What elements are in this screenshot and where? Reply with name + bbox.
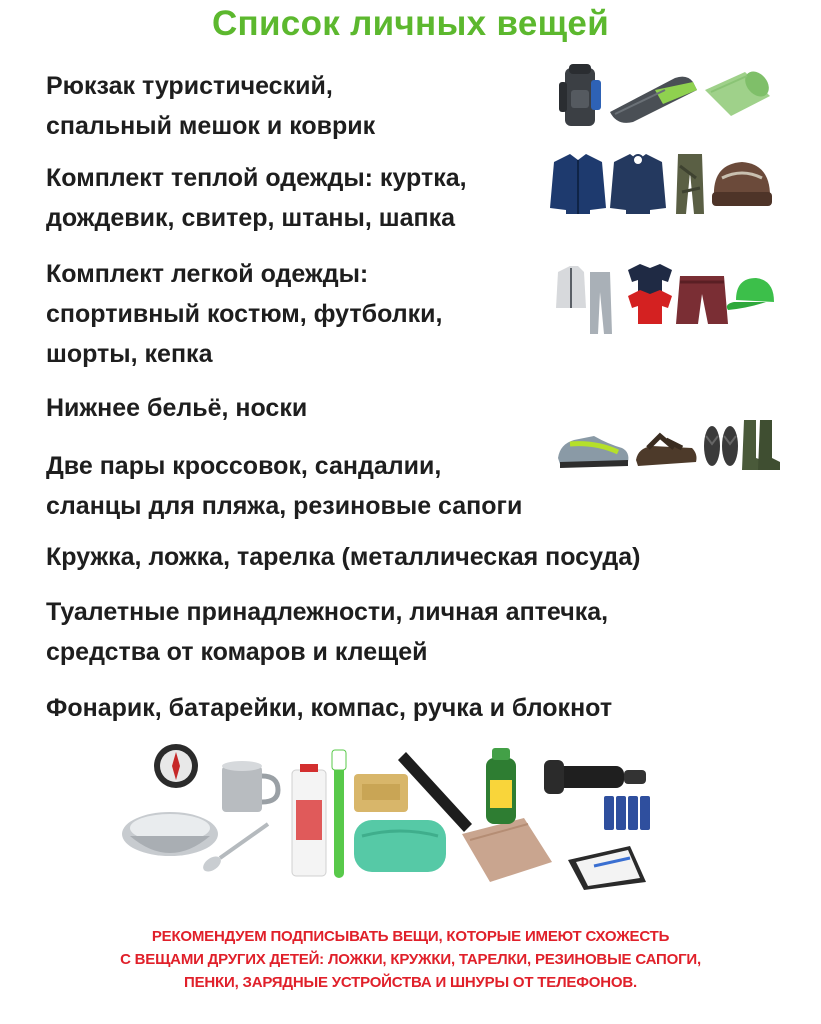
notebook-icon [568,846,646,890]
sleeping-bag-icon [610,77,697,123]
list-item-line: Комплект теплой одежды: куртка, [46,164,467,192]
list-item-line: Нижнее бельё, носки [46,394,308,422]
list-item-line: Комплект легкой одежды: [46,260,369,288]
flip-flops-icon [704,426,738,466]
list-item-dishes [46,537,640,577]
notice-line: РЕКОМЕНДУЕМ ПОДПИСЫВАТЬ ВЕЩИ, КОТОРЫЕ ИМЕЮТ СХОЖЕСТЬ [151,928,670,945]
camping-mat-icon [705,67,774,116]
rubber-boots-icon [742,420,780,470]
list-item-light-clothes [46,254,442,374]
towel-icon [462,818,552,882]
list-item-line: Рюкзак туристический, [46,72,333,100]
sponge-icon [354,820,446,872]
list-item-shoes [46,446,522,526]
camping-gear-pictures [555,60,775,130]
shoes-pictures [556,414,781,474]
shorts-icon [676,276,728,324]
cap-icon [727,278,774,310]
mug-icon [222,761,278,812]
sneakers-icon [558,436,628,468]
page-title: Список личных вещей [211,4,610,43]
compass-icon [154,744,198,788]
essentials-pictures [110,740,790,890]
list-item-line: спальный мешок и коврик [46,112,376,140]
tshirt-icon [628,264,672,324]
list-item-line: Фонарик, батарейки, компас, ручка и блокнот [46,694,613,722]
labeling-notice [0,925,821,994]
tracksuit-icon [556,266,612,334]
jacket-icon [550,154,606,214]
list-item-line: средства от комаров и клещей [46,638,428,666]
flashlight-icon [544,760,646,794]
batteries-icon [604,796,650,830]
pants-icon [676,154,704,214]
list-item-toiletries [46,592,608,672]
list-item-warm-clothes [46,158,467,238]
beanie-icon [712,162,772,206]
bowl-icon [122,812,218,856]
list-item-line: Туалетные принадлежности, личная аптечка, [46,598,609,626]
soap-icon [354,774,408,812]
notice-line: ПЕНКИ, ЗАРЯДНЫЕ УСТРОЙСТВА И ШНУРЫ ОТ ТЕЛЕФОНОВ. [184,974,637,991]
sweater-icon [610,154,666,214]
list-item-underwear [46,388,307,428]
list-item-line: сланцы для пляжа, резиновые сапоги [46,492,523,520]
toothbrush-icon [332,750,346,878]
repellent-icon [486,748,516,824]
sandals-icon [636,436,697,466]
light-clothes-pictures [552,262,777,338]
list-item-line: Кружка, ложка, тарелка (металлическая посуда) [46,543,641,571]
toothpaste-icon [292,764,326,876]
notice-line: С ВЕЩАМИ ДРУГИХ ДЕТЕЙ: ЛОЖКИ, КРУЖКИ, ТАРЕЛКИ, РЕЗИНОВЫЕ САПОГИ, [120,951,701,968]
list-item-line: шорты, кепка [46,340,213,368]
list-item-flashlight [46,688,612,728]
list-item-line: Две пары кроссовок, сандалии, [46,452,442,480]
list-item-backpack [46,66,375,146]
list-item-line: дождевик, свитер, штаны, шапка [46,204,455,232]
warm-clothes-pictures [546,148,776,220]
list-item-line: спортивный костюм, футболки, [46,300,443,328]
backpack-icon [559,64,601,126]
